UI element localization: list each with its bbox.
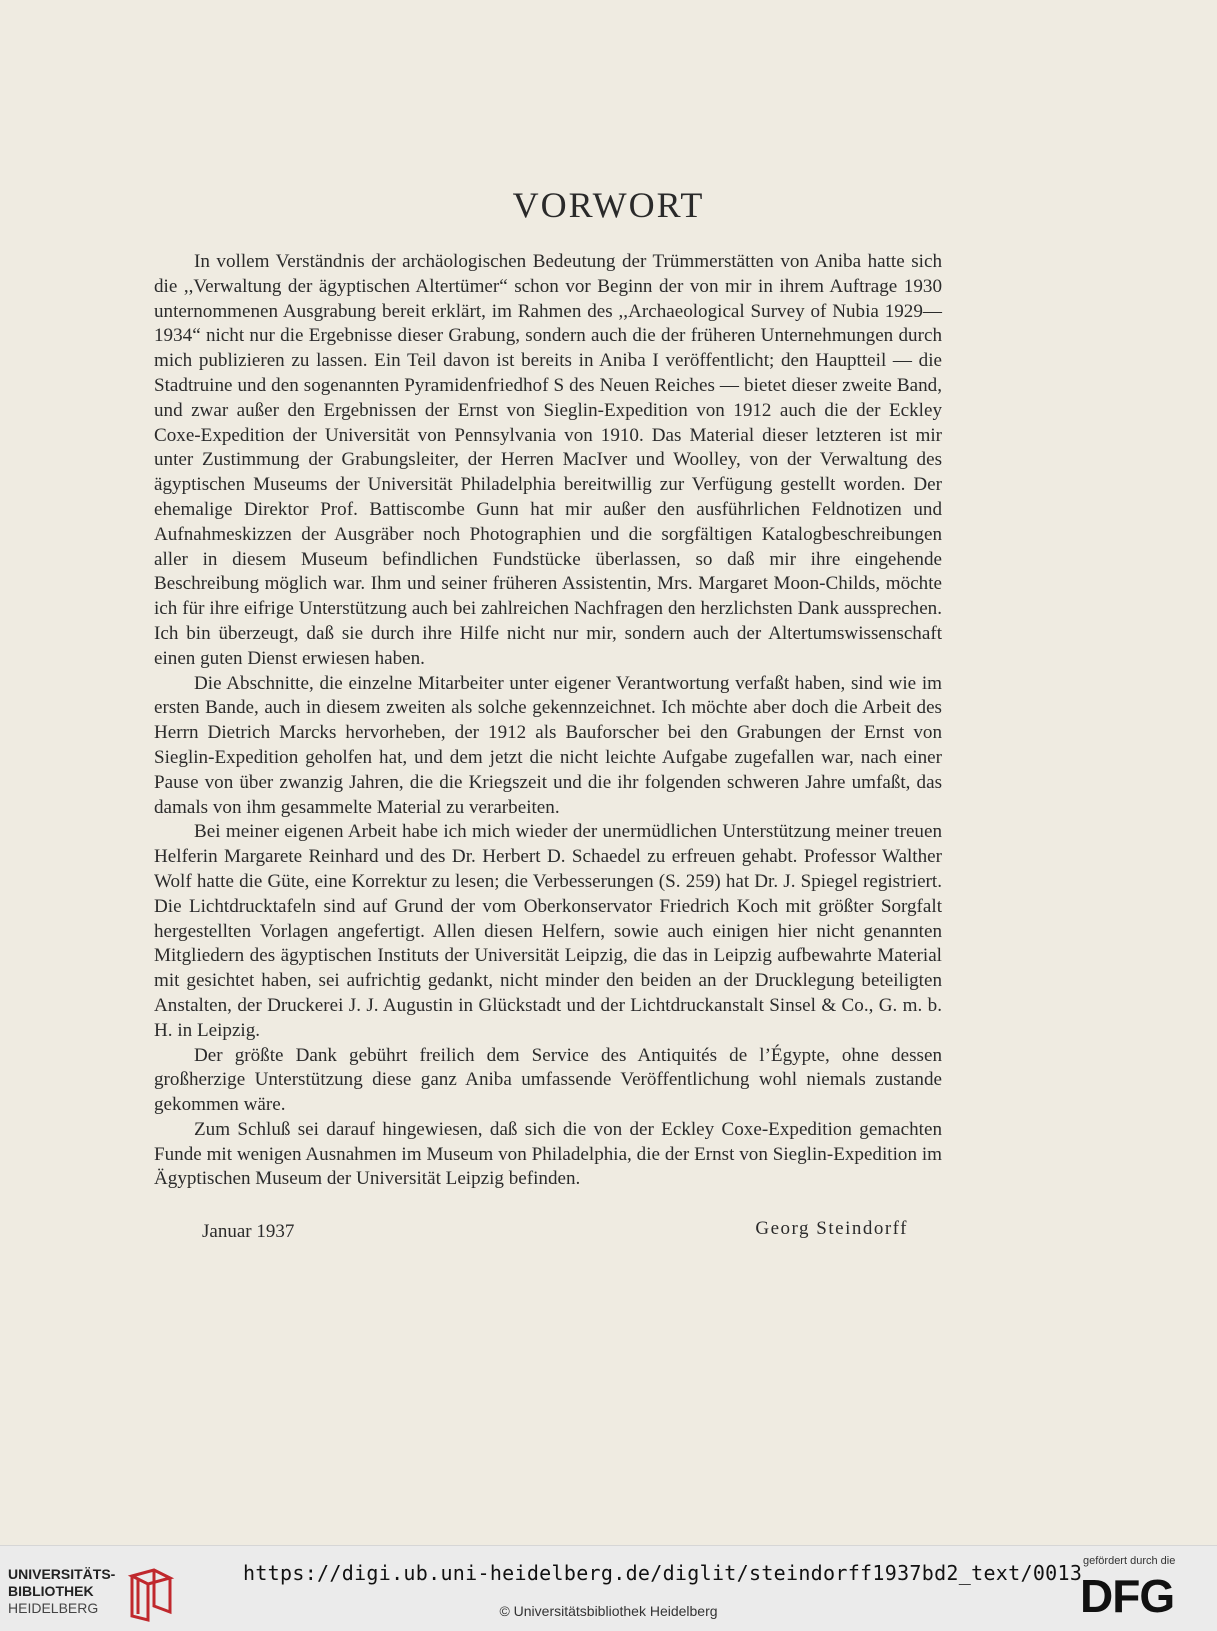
paragraph-3: Bei meiner eigenen Arbeit habe ich mich wieder der unermüdlichen Unterstützung meiner treuen Helferin Margarete Reinhard und des Dr. Herbert D. Schaedel zu erfreuen gehabt. Professor Walther Wolf hatte die Güte, eine Korrektur zu lesen; die Verbesserungen (S. 259) hat Dr. J. Spiegel registriert. Die Lichtdrucktafeln sind auf Grund der vom Oberkonservator Friedrich Koch mit größter Sorgfalt hergestellten Vorlagen angefertigt. Allen diesen Helfern, sowie auch einigen hier nicht genannten Mitgliedern des ägyptischen Instituts der Universität Leipzig, die das in Leipzig aufbewahrte Material mit gesichtet haben, sei aufrichtig gedankt, nicht minder den beiden an der Drucklegung beteiligten Anstalten, der Druckerei J. J. Augustin in Glückstadt und der Lichtdruckanstalt Sinsel & Co., G. m. b. H. in Leipzig. — [154, 821, 942, 1041]
library-name-line2: BIBLIOTHEK — [8, 1583, 94, 1599]
library-name-line1: UNIVERSITÄTS- — [8, 1566, 116, 1582]
funding-caption: gefördert durch die — [1083, 1555, 1176, 1567]
viewer-footer — [0, 1545, 1217, 1631]
permalink-url[interactable]: https://digi.ub.uni-heidelberg.de/diglit/steindorff1937bd2_text/0013 — [243, 1561, 1083, 1585]
paragraph-5: Zum Schluß sei darauf hingewiesen, daß sich die von der Eckley Coxe-Expedition gemachten Funde mit wenigen Ausnahmen im Museum von Philadelphia, die der Ernst von Sieglin-Expedition im Ägyptischen Museum der Universität Leipzig befinden. — [154, 1118, 942, 1190]
library-name-line3: HEIDELBERG — [8, 1600, 99, 1616]
preface-date: Januar 1937 — [202, 1221, 295, 1242]
copyright-notice: © Universitätsbibliothek Heidelberg — [499, 1603, 718, 1619]
body-text — [154, 250, 942, 1192]
paragraph-1: In vollem Verständnis der archäologischen Bedeutung der Trümmerstätten von Aniba hatte sich die ,,Verwaltung der ägyptischen Altertümer“ schon vor Beginn der von mir in ihrem Auftrage 1930 unternommenen Ausgrabung bereit erklärt, im Rahmen des ,,Archaeological Survey of Nubia 1929—1934“ nicht nur die Ergebnisse dieser Grabung, sondern auch die der früheren Unternehmungen durch mich publizieren zu lassen. Ein Teil davon ist bereits in Aniba I veröffentlicht; den Hauptteil — die Stadtruine und den sogenannten Pyramidenfriedhof S des Neuen Reiches — bietet dieser zweite Band, und zwar außer den Ergebnissen der Ernst von Sieglin-Expedition von 1912 auch die der Eckley Coxe-Expedition der Universität von Pennsylvania von 1910. Das Material dieser letzteren ist mir unter Zustimmung der Grabungsleiter, der Herren MacIver und Woolley, von der Verwaltung des ägyptischen Museums der Universität Philadelphia bereitwillig zur Verfügung gestellt worden. Der ehemalige Direktor Prof. Battiscombe Gunn hat mir außer den ausführlichen Feldnotizen und Aufnahmeskizzen der Ausgräber noch Photographien und die sorgfältigen Katalogbeschreibungen aller in diesem Museum befindlichen Fundstücke überlassen, so daß mir ihre eingehende Beschreibung möglich war. Ihm und seiner früheren Assistentin, Mrs. Margaret Moon-Childs, möchte ich für ihre eifrige Unterstützung auch bei zahlreichen Nachfragen den herzlichsten Dank aussprechen. Ich bin überzeugt, daß sie durch ihre Hilfe nicht nur mir, sondern auch der Altertumswissenschaft einen guten Dienst erwiesen haben. — [154, 251, 942, 669]
paragraph-2: Die Abschnitte, die einzelne Mitarbeiter unter eigener Verantwortung verfaßt haben, sind wie im ersten Bande, auch in diesem zweiten als solche gekennzeichnet. Ich möchte aber doch die Arbeit des Herrn Dietrich Marcks hervorheben, der 1912 als Bauforscher bei den Grabungen der Ernst von Sieglin-Expedition geholfen hat, und dem jetzt die nicht leichte Aufgabe zugefallen war, nach einer Pause von über zwanzig Jahren, die die Kriegszeit und die ihr folgenden schweren Jahre umfaßt, das damals von ihm gesammelte Material zu verarbeiten. — [154, 672, 942, 818]
dfg-logo-text: DFG — [1080, 1570, 1175, 1622]
preface-author: Georg Steindorff — [755, 1218, 908, 1239]
paragraph-4: Der größte Dank gebührt freilich dem Service des Antiquités de l’Égypte, ohne dessen großherzige Unterstützung diese ganz Aniba umfassende Veröffentlichung wohl niemals zustande gekommen wäre. — [154, 1044, 942, 1116]
dfg-funding-logo[interactable] — [1080, 1555, 1210, 1625]
page-title: VORWORT — [512, 185, 705, 225]
